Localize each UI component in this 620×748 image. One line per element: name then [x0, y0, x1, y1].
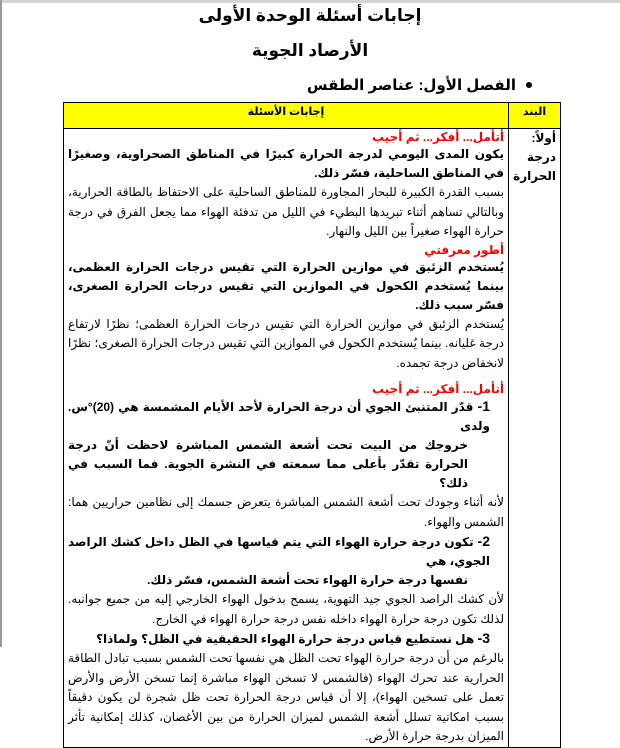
- document-title: إجابات أسئلة الوحدة الأولى: [198, 6, 422, 25]
- question-text: يكون المدى اليومي لدرجة الحرارة كبيرًا في المناطق الصحراوية، وصغيرًا في المناطق الساحلية، فسّر ذلك.: [68, 147, 504, 180]
- answer-text: لأن كشك الراصد الجوي جيد التهوية، يسمح بدخول الهواء الخارجي إليه من جميع جوانبه. لذلك تكون درجة حرارة الهواء داخله نفس درجة حرارة الهواء في الخارج.: [68, 592, 504, 626]
- question-first-line: قدّر المتنبئ الجوي أن درجة الحرارة لأحد الأيام المشمسة هي (20)°س. ولدى: [68, 400, 490, 433]
- question-continuation: نفسها درجة حرارة الهواء تحت أشعة الشمس، فسّر ذلك.: [147, 573, 468, 587]
- question-number: 1-: [477, 398, 491, 414]
- question-first-line: هل نستطيع قياس درجة حرارة الهواء الحقيقية في الظل؟ ولماذا؟: [96, 632, 475, 646]
- section-heading: [307, 76, 532, 94]
- answer-text: يُستخدم الزئبق في موازين الحرارة التي تقيس درجات الحرارة العظمى؛ نظرًا لارتفاع درجة غليانه. بينما يُستخدم الكحول في الموازين التي تقيس درجات الحرارة الصغرى؛ نظرًا لانخفاض درجة تجمده.: [68, 316, 504, 370]
- page-left-edge: [0, 0, 2, 647]
- block-heading: أطور معرفتي: [424, 242, 504, 257]
- item-cell: أولاً: درجة الحرارة: [509, 129, 561, 748]
- question-text: يُستخدم الزئبق في موازين الحرارة التي تقيس درجات الحرارة العظمى، بينما يُستخدم الكحول في الموازين التي تقيس درجات الحرارة الصغرى، فسّر سبب ذلك.: [68, 259, 504, 312]
- answer-text: لأنه أثناء وجودك تحت أشعة الشمس المباشرة يتعرض جسمك إلى نظامين حراريين هما: الشمس والهواء.: [68, 495, 504, 529]
- answers-cell: [64, 129, 509, 748]
- question-number: 2-: [477, 533, 490, 549]
- bullet-icon: [526, 82, 532, 88]
- window-top-edge: [0, 0, 620, 3]
- question-first-line: تكون درجة حرارة الهواء التي يتم قياسها في الظل داخل كشك الراصد الجوي، هي: [68, 535, 490, 568]
- answer-text: بالرغم من أن درجة حرارة الهواء تحت الظل هي نفسها تحت الشمس بسبب تبادل الطاقة الحرارية عند تحرك الهواء (فالشمس لا تسخن الهواء مباشرة إنما تسخن الأرض والأرض تعمل على تسخين الهواء)، إلا أن قياس درجة الحرارة تحت ظل شجرة لن يكون دقيقاً بسبب امكانية تسلل أشعة الشمس لميزان الحرارة من بين الأغصان، كذلك إمكانية تأثر الميزان بدرجة حرارة الأرض.: [68, 651, 504, 743]
- block-heading: أتأمل... أفكر... ثم أجيب: [372, 382, 504, 396]
- table-header-row: [64, 103, 561, 129]
- answer-text: بسبب القدرة الكبيرة للبحار المجاورة للمناطق الساحلية على الاحتفاظ بالطاقة الحرارية، وبالتالي تساهم أثناء تبريدها البطيء في الليل من تدفئة الهواء مما يجعل الفرق في درجة حرارة الهواء صغيراً بين الليل والنهار.: [68, 185, 504, 238]
- header-answers: إجابات الأسئلة: [64, 103, 509, 129]
- question-number: 3-: [477, 630, 490, 646]
- document-subtitle: الأرصاد الجوية: [251, 41, 369, 60]
- numbered-question: [68, 629, 504, 649]
- block-heading: أتأمل... أفكر... ثم أجيب: [372, 130, 504, 144]
- section-heading-text: الفصل الأول: عناصر الطقس: [306, 77, 516, 94]
- answers-table: [63, 102, 561, 748]
- numbered-question: [68, 532, 504, 590]
- header-item: البند: [509, 103, 561, 129]
- numbered-question: [68, 397, 504, 493]
- question-continuation: خروجك من البيت تحت أشعة الشمس المباشرة لاحظت أنّ درجة الحرارة تقدّر بأعلى مما سمعته في النشرة الجوية. فما السبب في ذلك؟: [68, 438, 468, 490]
- table-row: [64, 129, 561, 748]
